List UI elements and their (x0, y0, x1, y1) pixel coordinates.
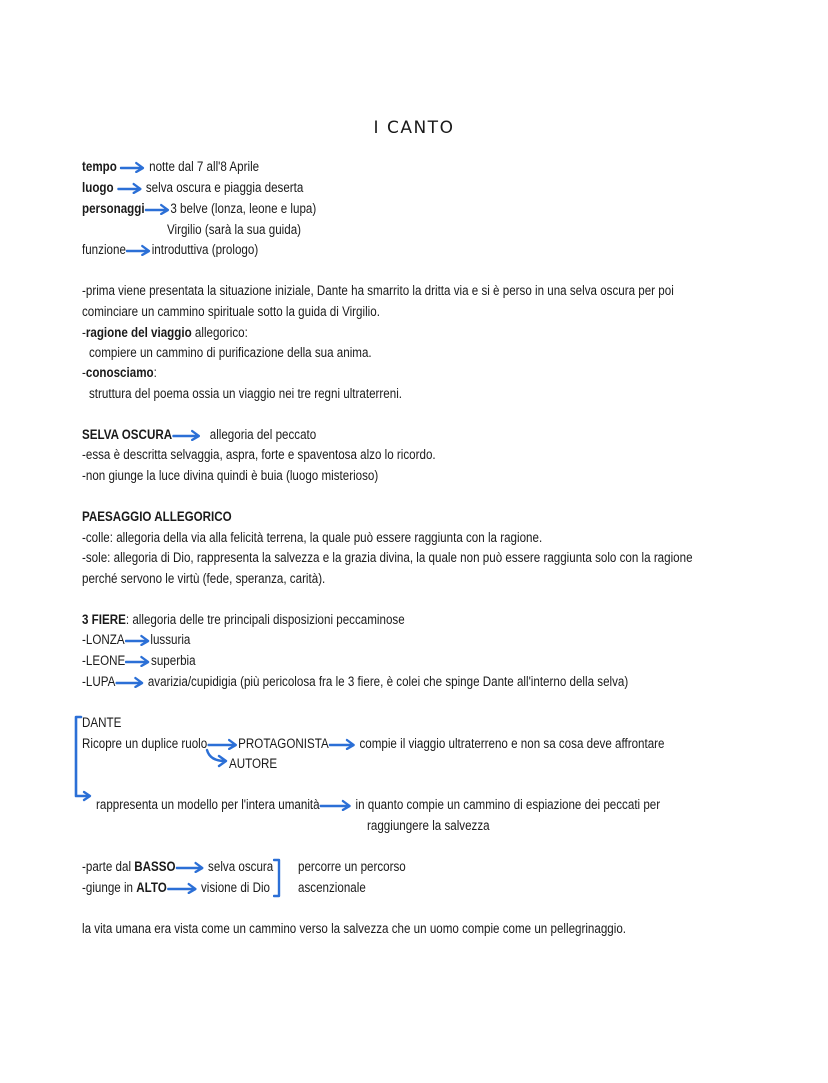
arrow-icon (125, 634, 151, 646)
modello-line (96, 796, 660, 814)
luogo-line (82, 179, 303, 197)
tempo-value: notte dal 7 all'8 Aprile (149, 159, 260, 174)
paesaggio-line-3: perché servono le virtù (fede, speranza, carità). (82, 571, 326, 586)
alto-label: ALTO (136, 880, 167, 895)
lonza-line (82, 631, 190, 649)
arrow-icon (329, 738, 357, 750)
percorso-note-1: percorre un percorso (298, 859, 406, 874)
funzione-value: introduttiva (prologo) (151, 242, 259, 257)
arrow-icon (117, 182, 143, 194)
arrow-icon (126, 244, 152, 256)
lonza-label: -LONZA (82, 632, 125, 647)
luogo-value: selva oscura e piaggia deserta (145, 180, 304, 195)
conclusione: la vita umana era vista come un cammino verso la salvezza che un uomo compie come un pellegrinaggio. (82, 921, 627, 936)
funzione-line (82, 241, 258, 259)
tempo-label: tempo (82, 159, 117, 174)
tempo-line (82, 158, 259, 176)
arrow-icon (172, 429, 201, 441)
leone-label: -LEONE (82, 653, 126, 668)
conosciamo-line (82, 364, 157, 382)
ragione-label: ragione del viaggio (85, 325, 192, 340)
lupa-value: avarizia/cupidigia (più pericolosa fra le 3 fiere, è colei che spinge Dante all'interno della selva) (147, 674, 629, 689)
conosciamo-detail: struttura del poema ossia un viaggio nei tre regni ultraterreni. (89, 386, 402, 401)
ragione-prefix: - (82, 325, 86, 340)
intro-line-1: -prima viene presentata la situazione iniziale, Dante ha smarrito la dritta via e si è perso in una selva oscura per poi (82, 283, 674, 298)
personaggi-label: personaggi (82, 201, 145, 216)
paesaggio-line-1: -colle: allegoria della via alla felicità terrena, la quale può essere raggiunta con la ragione. (82, 530, 543, 545)
protagonista: PROTAGONISTA (238, 736, 329, 751)
modello-text: rappresenta un modello per l'intera umanità (96, 797, 320, 812)
ragione-rest: allegorico: (191, 325, 248, 340)
dante-heading: DANTE (82, 715, 122, 730)
leone-value: superbia (151, 653, 196, 668)
arrow-icon (125, 655, 151, 667)
percorso-bracket-icon (273, 858, 283, 898)
funzione-label: funzione (82, 242, 126, 257)
personaggi-value-1: 3 belve (lonza, leone e lupa) (170, 201, 317, 216)
autore: AUTORE (229, 756, 278, 771)
conosciamo-rest: : (153, 365, 157, 380)
ragione-detail: compiere un cammino di purificazione della sua anima. (89, 345, 372, 360)
arrow-icon (176, 861, 205, 873)
lupa-line (82, 673, 628, 691)
fiere-heading-rest: : allegoria delle tre principali disposizioni peccaminose (125, 612, 405, 627)
modello-detail-1: in quanto compie un cammino di espiazione dei peccati per (355, 797, 661, 812)
protagonista-detail: compie il viaggio ultraterreno e non sa cosa deve affrontare (359, 736, 665, 751)
paesaggio-line-2: -sole: allegoria di Dio, rappresenta la salvezza e la grazia divina, la quale non può essere raggiunta solo con la ragione (82, 550, 693, 565)
personaggi-value-2: Virgilio (sarà la sua guida) (167, 222, 302, 237)
arrow-icon (145, 203, 171, 215)
paesaggio-heading: PAESAGGIO ALLEGORICO (82, 509, 232, 524)
selva-heading-line (82, 426, 316, 444)
lupa-label: -LUPA (82, 674, 116, 689)
page-title: I CANTO (373, 118, 455, 138)
lonza-value: lussuria (150, 632, 191, 647)
luogo-label: luogo (82, 180, 114, 195)
fiere-heading-line (82, 611, 405, 629)
fiere-heading: 3 FIERE (82, 612, 126, 627)
personaggi-line (82, 200, 316, 218)
percorso-note-2: ascenzionale (298, 880, 366, 895)
basso-prefix: -parte dal (82, 859, 135, 874)
basso-value: selva oscura (208, 859, 274, 874)
conosciamo-prefix: - (82, 365, 86, 380)
arrow-icon (115, 676, 144, 688)
ragione-line (82, 324, 248, 342)
ruolo-text: Ricopre un duplice ruolo (82, 736, 208, 751)
curved-arrow-icon (204, 748, 230, 768)
selva-line-2: -non giunge la luce divina quindi è buia (luogo misterioso) (82, 468, 379, 483)
selva-heading: SELVA OSCURA (82, 427, 173, 442)
leone-line (82, 652, 196, 670)
basso-label: BASSO (134, 859, 176, 874)
selva-line-1: -essa è descritta selvaggia, aspra, forte e spaventosa alzo lo ricordo. (82, 447, 436, 462)
arrow-icon (167, 882, 198, 894)
selva-value: allegoria del peccato (209, 427, 317, 442)
conosciamo-label: conosciamo (85, 365, 154, 380)
arrow-icon (120, 161, 146, 173)
basso-line (82, 858, 273, 876)
modello-detail-2: raggiungere la salvezza (367, 818, 490, 833)
intro-line-2: cominciare un cammino spirituale sotto la guida di Virgilio. (82, 304, 380, 319)
alto-value: visione di Dio (200, 880, 271, 895)
dante-ruolo-line (82, 735, 665, 753)
alto-line (82, 879, 270, 897)
alto-prefix: -giunge in (82, 880, 137, 895)
arrow-icon (320, 799, 353, 811)
